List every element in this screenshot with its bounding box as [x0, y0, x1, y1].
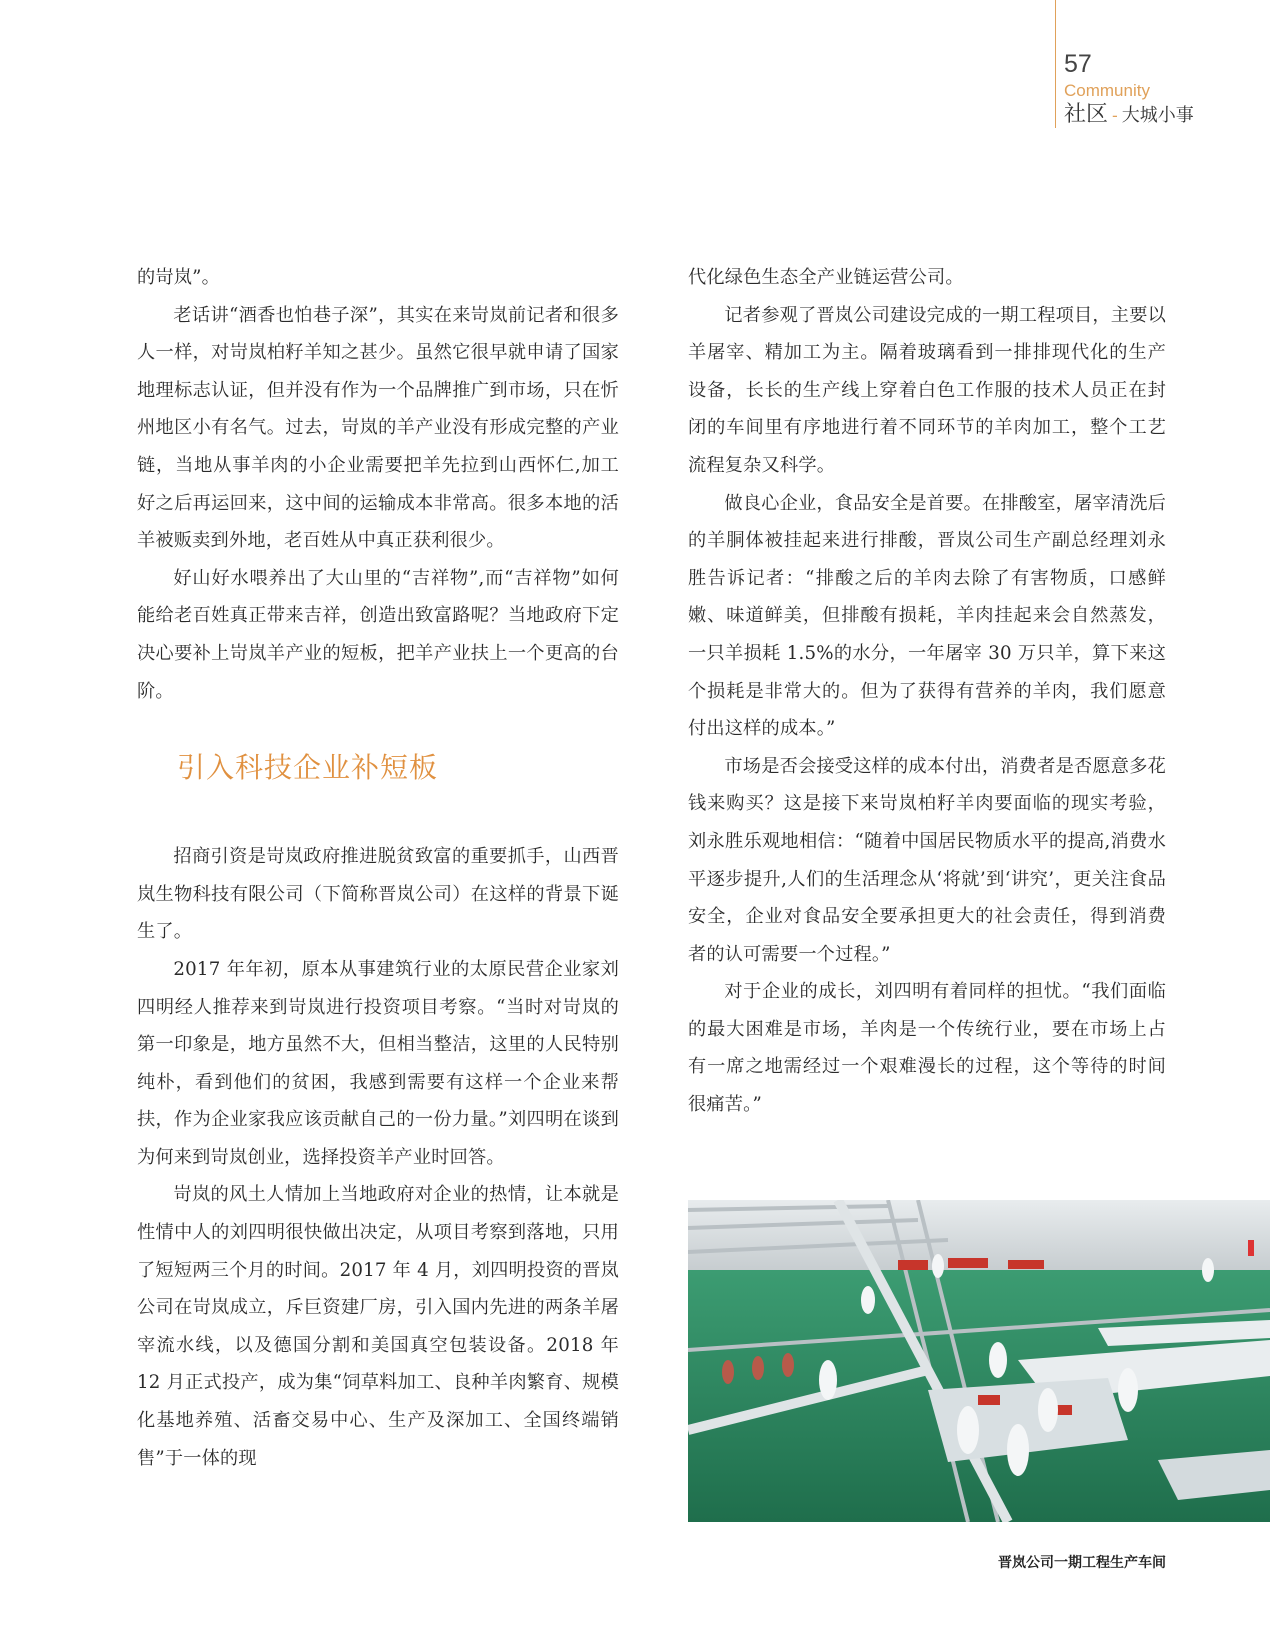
- paragraph: 代化绿色生态全产业链运营公司。: [688, 267, 964, 288]
- factory-photo: [688, 1200, 1270, 1522]
- section-dash: -: [1112, 106, 1118, 125]
- section-title: [1064, 104, 1194, 126]
- right-column: [688, 259, 1166, 1124]
- subheading: 引入科技企业补短板: [177, 751, 439, 785]
- paragraph: 老话讲“酒香也怕巷子深”，其实在来岢岚前记者和很多人一样，对岢岚柏籽羊知之甚少。虽然它很早就申请了国家地理标志认证，但并没有作为一个品牌推广到市场，只在忻州地区小有名气。过去，岢岚的羊产业没有形成完整的产业链，当地从事羊肉的小企业需要把羊先拉到山西怀仁,加工好之后再运回来，这中间的运输成本非常高。很多本地的活羊被贩卖到外地，老百姓从中真正获利很少。: [137, 304, 619, 552]
- subsection-name: 大城小事: [1121, 105, 1194, 126]
- paragraph: 对于企业的成长，刘四明有着同样的担忧。“我们面临的最大困难是市场，羊肉是一个传统行业，要在市场上占有一席之地需经过一个艰难漫长的过程，这个等待的时间很痛苦。”: [688, 981, 1166, 1116]
- paragraph: 招商引资是岢岚政府推进脱贫致富的重要抓手，山西晋岚生物科技有限公司（下简称晋岚公司）在这样的背景下诞生了。: [137, 846, 619, 943]
- page-number: 57: [1064, 50, 1092, 78]
- factory-workshop-illustration: [688, 1200, 1270, 1522]
- paragraph: 记者参观了晋岚公司建设完成的一期工程项目，主要以羊屠宰、精加工为主。隔着玻璃看到一排排现代化的生产设备，长长的生产线上穿着白色工作服的技术人员正在封闭的车间里有序地进行着不同环节的羊肉加工，整个工艺流程复杂又科学。: [688, 304, 1166, 476]
- paragraph: 市场是否会接受这样的成本付出，消费者是否愿意多花钱来购买？这是接下来岢岚柏籽羊肉要面临的现实考验，刘永胜乐观地相信：“随着中国居民物质水平的提高,消费水平逐步提升,人们的生活理念从‘将就’到‘讲究’，更关注食品安全，企业对食品安全要承担更大的社会责任，得到消费者的认可需要一个过程。”: [688, 755, 1166, 965]
- section-english-label: Community: [1064, 81, 1150, 100]
- paragraph: 做良心企业，食品安全是首要。在排酸室，屠宰清洗后的羊胴体被挂起来进行排酸，晋岚公司生产副总经理刘永胜告诉记者：“排酸之后的羊肉去除了有害物质，口感鲜嫩、味道鲜美，但排酸有损耗，羊肉挂起来会自然蒸发，一只羊损耗 1.5%的水分，一年屠宰 30 万只羊，算下来这个损耗是非常大的。但为了获得有营养的羊肉，我们愿意付出这样的成本。”: [688, 492, 1166, 740]
- paragraph: 岢岚的风土人情加上当地政府对企业的热情，让本就是性情中人的刘四明很快做出决定，从项目考察到落地，只用了短短两三个月的时间。2017 年 4 月，刘四明投资的晋岚公司在岢岚成立，斥巨资建厂房，引入国内先进的两条羊屠宰流水线，以及德国分割和美国真空包装设备。2018 年 12 月正式投产，成为集“饲草料加工、良种羊肉繁育、规模化基地养殖、活畜交易中心、生产及深加工、全国终端销售”于一体的现: [137, 1184, 619, 1469]
- paragraph: 2017 年年初，原本从事建筑行业的太原民营企业家刘四明经人推荐来到岢岚进行投资项目考察。“当时对岢岚的第一印象是，地方虽然不大，但相当整洁，这里的人民特别纯朴，看到他们的贫困，我感到需要有这样一个企业来帮扶，作为企业家我应该贡献自己的一份力量。”刘四明在谈到为何来到岢岚创业，选择投资羊产业时回答。: [137, 958, 619, 1168]
- paragraph: 好山好水喂养出了大山里的“吉祥物”,而“吉祥物”如何能给老百姓真正带来吉祥，创造出致富路呢？当地政府下定决心要补上岢岚羊产业的短板，把羊产业扶上一个更高的台阶。: [137, 567, 619, 702]
- left-column: [137, 259, 619, 1477]
- section-name: 社区: [1064, 102, 1109, 127]
- header-divider: [1055, 0, 1056, 128]
- photo-caption: 晋岚公司一期工程生产车间: [998, 1555, 1166, 1571]
- paragraph: 的岢岚”。: [137, 267, 221, 288]
